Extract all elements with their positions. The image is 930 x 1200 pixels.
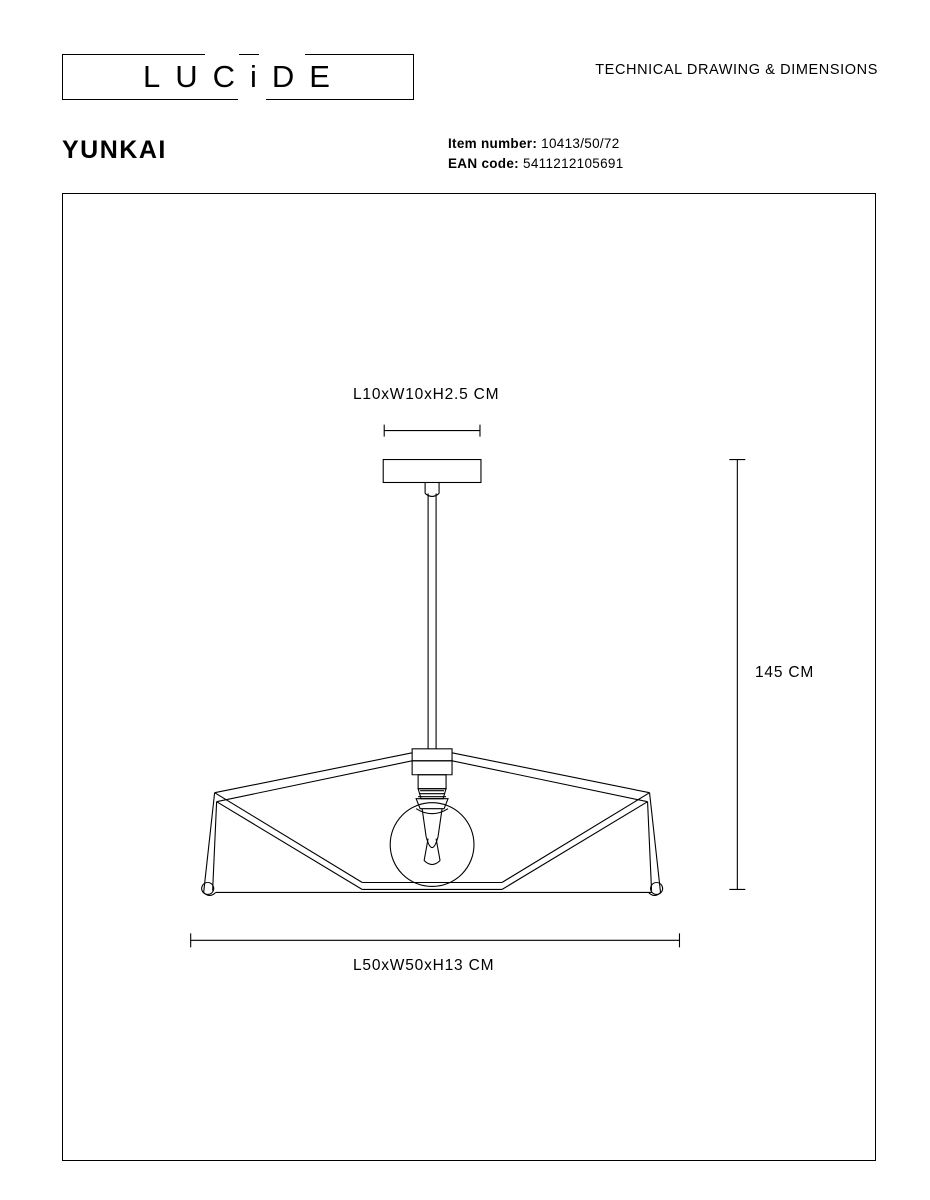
logo-gap-decoration — [205, 52, 239, 59]
top-dimension-label: L10xW10xH2.5 CM — [353, 386, 500, 403]
bottom-dimension-label: L50xW50xH13 CM — [353, 957, 495, 974]
page-title: YUNKAI — [62, 136, 167, 164]
ceiling-canopy — [383, 460, 481, 497]
lamp-shade-right — [452, 753, 663, 896]
lamp-technical-drawing — [63, 194, 875, 1160]
height-dimension-arrow — [729, 460, 745, 890]
lamp-shade-rim — [216, 882, 652, 892]
document-type-title: TECHNICAL DRAWING & DIMENSIONS — [595, 62, 878, 78]
item-number-label: Item number: — [448, 136, 538, 151]
technical-drawing-frame — [62, 193, 876, 1161]
height-dimension-label: 145 CM — [755, 664, 815, 681]
bottom-dimension-arrow — [191, 933, 680, 947]
item-number-value: 10413/50/72 — [541, 136, 620, 151]
page-header — [62, 54, 878, 102]
logo-gap-decoration — [259, 52, 305, 59]
product-codes — [448, 134, 624, 174]
ean-code-row — [448, 154, 624, 174]
top-dimension-arrow — [384, 425, 480, 437]
logo-gap-decoration — [238, 97, 266, 104]
lamp-shade-left — [202, 753, 412, 896]
ean-code-value: 5411212105691 — [523, 156, 624, 171]
brand-logo-text: LUCiDE — [143, 59, 345, 94]
item-number-row — [448, 134, 624, 154]
ean-code-label: EAN code: — [448, 156, 519, 171]
brand-logo — [62, 54, 414, 100]
lamp-socket — [412, 749, 452, 809]
suspension-cord — [428, 493, 436, 748]
light-bulb — [390, 803, 474, 887]
